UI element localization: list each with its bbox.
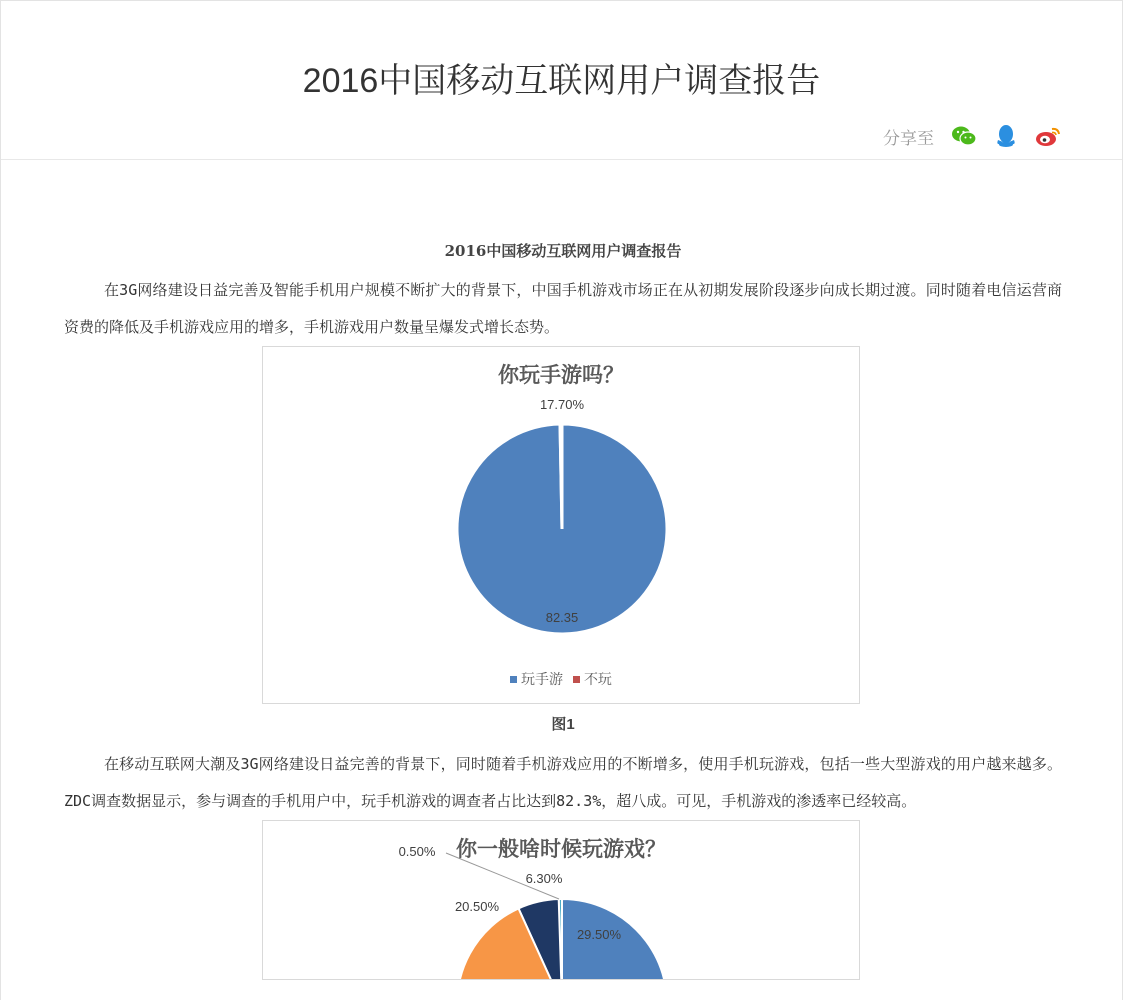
weibo-icon[interactable]: [1034, 122, 1062, 150]
legend-label-not-play: 不玩: [583, 671, 612, 687]
share-label: 分享至: [883, 128, 934, 148]
page-header: [1, 1, 1122, 160]
legend-label-play: 玩手游: [521, 671, 564, 687]
figure-1-caption: 图1: [551, 716, 575, 733]
paragraph-2: 在移动互联网大潮及3G网络建设日益完善的背景下，同时随着手机游戏应用的不断增多，使用手机玩游戏，包括一些大型游戏的用户越来越多。ZDC调查数据显示，参与调查的手机用户中，玩手机游戏的调查者占比达到82.3%，超八成。可见，手机游戏的渗透率已经较高。: [64, 755, 1062, 810]
legend-item-play: [510, 669, 563, 689]
share-bar: [883, 121, 1062, 151]
article-heading: 2016中国移动互联网用户调查报告: [444, 242, 682, 260]
chart-2-data-label-1: 20.50%: [454, 899, 500, 914]
article-content: [64, 240, 1062, 980]
legend-item-not-play: [573, 669, 612, 689]
wechat-icon[interactable]: [950, 122, 978, 150]
qq-icon[interactable]: [992, 122, 1020, 150]
chart-1-slice-1: [560, 424, 562, 529]
chart-1: [262, 346, 860, 704]
chart-1-title: 你玩手游吗？: [498, 362, 624, 387]
legend-swatch-not-play: [573, 676, 580, 683]
chart-2-title: 你一般啥时候玩游戏？: [456, 836, 666, 861]
legend-swatch-play: [510, 676, 517, 683]
chart-1-legend: [263, 669, 859, 689]
chart-2-data-label-0: 29.50%: [576, 927, 622, 942]
chart-2: [262, 820, 860, 980]
page-title: 2016中国移动互联网用户调查报告: [302, 62, 821, 100]
chart-1-data-label-0: 82.35: [545, 610, 579, 625]
chart-1-plot: [263, 347, 859, 667]
chart-2-data-label-3: 0.50%: [398, 844, 436, 859]
chart-2-data-label-2: 6.30%: [525, 871, 563, 886]
paragraph-1: 在3G网络建设日益完善及智能手机用户规模不断扩大的背景下，中国手机游戏市场正在从初期发展阶段逐步向成长期过渡。同时随着电信运营商资费的降低及手机游戏应用的增多，手机游戏用户数量呈爆发式增长态势。: [64, 281, 1062, 336]
chart-1-data-label-1: 17.70%: [539, 397, 585, 412]
